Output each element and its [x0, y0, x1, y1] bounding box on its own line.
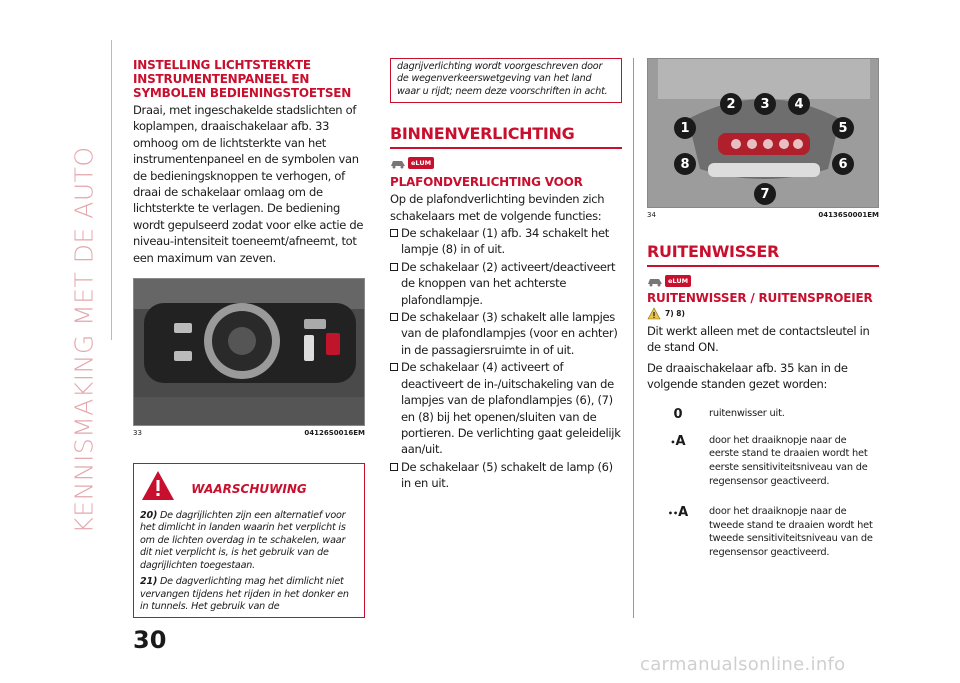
figure-34-caption [647, 211, 879, 219]
figure-id: 04126S0016EM [304, 429, 365, 438]
position-text: door het draaiknopje naar de tweede stand te draaien wordt het tweede sensitiviteitsniveau van de regensensor geactiveerd. [709, 505, 873, 559]
position-row [647, 434, 879, 489]
column-2 [390, 58, 622, 492]
wiper-level-1-icon: • [670, 437, 676, 447]
position-row [647, 407, 879, 422]
callout-8: 8 [674, 153, 696, 175]
caution-triangle-icon [647, 307, 661, 320]
body-text: Draai, met ingeschakelde stadslichten of koplampen, draaischakelaar afb. 33 omhoog om de lichtsterkte van het instrumentenpaneel en de symbolen van de bedieningsknoppen te verhogen, of draai de schakelaar omlaag om de lichtsterkte te verlagen. De bediening wordt gepulseerd zodat voor elke actie de niveau-intensiteit toeneemt/afneemt, tot een maximum van zeven. [133, 103, 364, 265]
reference-row [647, 307, 879, 320]
elum-badge [647, 275, 691, 287]
subsection-title: PLAFONDVERLICHTING VOOR [390, 175, 583, 190]
position-symbol: 0 [673, 406, 683, 422]
callout-5: 5 [832, 117, 854, 139]
wiper-level-2-icon: •• [667, 508, 679, 518]
position-text: ruitenwisser uit. [709, 407, 785, 419]
car-icon [647, 275, 663, 287]
warning-header [134, 464, 364, 510]
column-divider [633, 58, 634, 618]
symbol-letter: A [678, 504, 689, 520]
callout-7: 7 [754, 183, 776, 205]
warning-number: 21) [140, 576, 158, 588]
side-divider [111, 40, 112, 340]
list-item: De schakelaar (1) afb. 34 schakelt het lampje (8) in of uit. [390, 225, 622, 258]
elum-badge [390, 157, 434, 169]
section-rule [390, 147, 622, 149]
figure-33-photo [133, 278, 365, 426]
figure-number: 33 [133, 429, 142, 438]
column-3 [647, 58, 879, 560]
reference-numbers: 7) 8) [665, 309, 685, 318]
side-chapter-title: KENNISMAKING MET DE AUTO [69, 146, 99, 534]
elum-label: eLUM [408, 157, 434, 169]
callout-2: 2 [720, 93, 742, 115]
warning-text: De dagverlichting mag het dimlicht niet vervangen tijdens het rijden in het donker en in tunnels. Het gebruik van de [140, 576, 349, 612]
warning-title: WAARSCHUWING [191, 482, 307, 497]
warning-item [134, 576, 364, 617]
callout-4: 4 [788, 93, 810, 115]
position-text: door het draaiknopje naar de eerste stand te draaien wordt het eerste sensitiviteitsniveau van de regensensor geactiveerd. [709, 434, 868, 488]
car-icon [390, 157, 406, 169]
list-item: De schakelaar (3) schakelt alle lampjes van de plafondlampjes (voor en achter) in de passagiersruimte in of uit. [390, 309, 622, 358]
callout-3: 3 [754, 93, 776, 115]
warning-number: 20) [140, 510, 158, 522]
section-rule [647, 265, 879, 267]
warning-text: dagrijverlichting wordt voorgeschreven door de wegenverkeerswetgeving van het land waar u rijdt; neem deze voorschriften in acht. [397, 61, 608, 97]
figure-number: 34 [647, 211, 656, 219]
page-number: 30 [133, 626, 167, 654]
section-title: RUITENWISSER [647, 242, 780, 261]
list-item: De schakelaar (4) activeert of deactiveert de in-/uitschakeling van de lampjes van de plafondlampjes (6), (7) en (8) bij het openen/sluiten van de portieren. De verlichting gaat geleidelijk aan/uit. [390, 359, 622, 457]
warning-box-continued [390, 58, 622, 103]
figure-33-caption [133, 429, 365, 437]
watermark: carmanualsonline.info [640, 654, 846, 675]
figure-id: 04136S0001EM [818, 211, 879, 219]
callout-1: 1 [674, 117, 696, 139]
position-list [647, 407, 879, 560]
list-item: De schakelaar (5) schakelt de lamp (6) in en uit. [390, 459, 622, 492]
warning-box [133, 463, 365, 618]
column-1 [133, 58, 365, 618]
section-heading: INSTELLING LICHTSTERKTE INSTRUMENTENPANEEL EN SYMBOLEN BEDIENINGSTOETSEN [133, 58, 352, 100]
position-row [647, 505, 879, 560]
list-item: De schakelaar (2) activeert/deactiveert de knoppen van het achterste plafondlampje. [390, 259, 622, 308]
intro-text: Op de plafondverlichting bevinden zich schakelaars met de volgende functies: [390, 192, 605, 223]
light-switch-panel-illustration [134, 279, 365, 426]
elum-label: eLUM [665, 275, 691, 287]
figure-34-photo [647, 58, 879, 208]
position-symbol [647, 434, 709, 489]
body-text: Dit werkt alleen met de contactsleutel in de stand ON. [647, 324, 870, 355]
warning-item [134, 510, 364, 576]
body-text: De draaischakelaar afb. 35 kan in de volgende standen gezet worden: [647, 360, 848, 392]
subsection-title: RUITENWISSER / RUITENSPROEIER [647, 291, 873, 305]
symbol-letter: A [675, 433, 686, 449]
position-symbol [647, 505, 709, 560]
section-title: BINNENVERLICHTING [390, 124, 575, 144]
warning-text: De dagrijlichten zijn een alternatief voor het dimlicht in landen waarin het verplicht is om de lichten overdag in te schakelen, waar dit niet verplicht is, is het gebruik van de dagrijlichten toegestaan. [140, 510, 346, 571]
callout-6: 6 [832, 153, 854, 175]
